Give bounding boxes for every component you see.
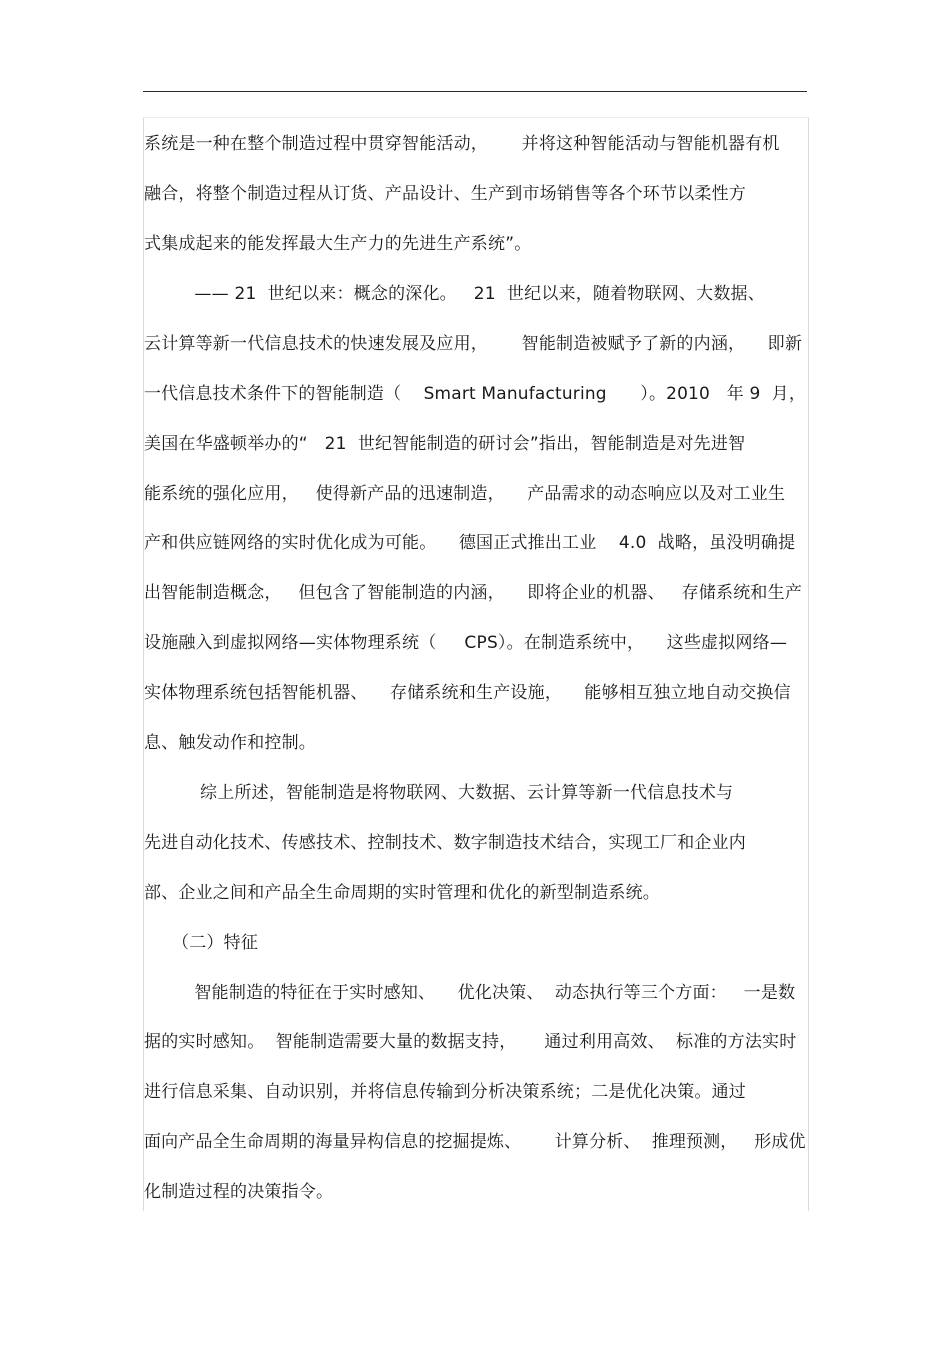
text-line: —— 21 世纪以来：概念的深化。 21 世纪以来，随着物联网、大数据、 [144, 284, 765, 304]
text-line: 系统是一种在整个制造过程中贯穿智能活动， 并将这种智能活动与智能机器有机 [144, 134, 780, 154]
text-line: 先进自动化技术、传感技术、控制技术、数字制造技术结合，实现工厂和企业内 [144, 833, 746, 853]
section-heading: （二）特征 [144, 933, 259, 953]
text-line: 融合，将整个制造过程从订货、产品设计、生产到市场销售等各个环节以柔性方 [144, 184, 746, 204]
text-line: 能系统的强化应用， 使得新产品的迅速制造， 产品需求的动态响应以及对工业生 [144, 484, 786, 504]
text-line: 云计算等新一代信息技术的快速发展及应用， 智能制造被赋予了新的内涵， 即新 [144, 334, 803, 354]
text-line: 出智能制造概念， 但包含了智能制造的内涵， 即将企业的机器、 存储系统和生产 [144, 583, 803, 603]
text-line: 一代信息技术条件下的智能制造（ Smart Manufacturing ）。2010 年 9 月， [144, 384, 806, 404]
text-line: 进行信息采集、自动识别，并将信息传输到分析决策系统；二是优化决策。通过 [144, 1082, 746, 1102]
text-line: 实体物理系统包括智能机器、 存储系统和生产设施， 能够相互独立地自动交换信 [144, 683, 791, 703]
text-line: 美国在华盛顿举办的“ 21 世纪智能制造的研讨会”指出，智能制造是对先进智 [144, 434, 746, 454]
text-line: 息、触发动作和控制。 [144, 733, 316, 753]
text-line: 据的实时感知。 智能制造需要大量的数据支持， 通过利用高效、 标准的方法实时 [144, 1032, 797, 1052]
text-line: 综上所述，智能制造是将物联网、大数据、云计算等新一代信息技术与 [144, 783, 734, 803]
text-line: 智能制造的特征在于实时感知、 优化决策、 动态执行等三个方面： 一是数 [144, 983, 796, 1003]
text-line: 设施融入到虚拟网络—实体物理系统（ CPS）。在制造系统中， 这些虚拟网络— [144, 633, 788, 653]
text-line: 化制造过程的决策指令。 [144, 1182, 334, 1202]
text-line: 面向产品全生命周期的海量异构信息的挖掘提炼、 计算分析、 推理预测， 形成优 [144, 1132, 806, 1152]
text-line: 式集成起来的能发挥最大生产力的先进生产系统”。 [144, 234, 532, 254]
text-line: 部、企业之间和产品全生命周期的实时管理和优化的新型制造系统。 [144, 883, 660, 903]
header-rule [143, 91, 807, 92]
text-line: 产和供应链网络的实时优化成为可能。 德国正式推出工业 4.0 战略，虽没明确提 [144, 533, 796, 553]
